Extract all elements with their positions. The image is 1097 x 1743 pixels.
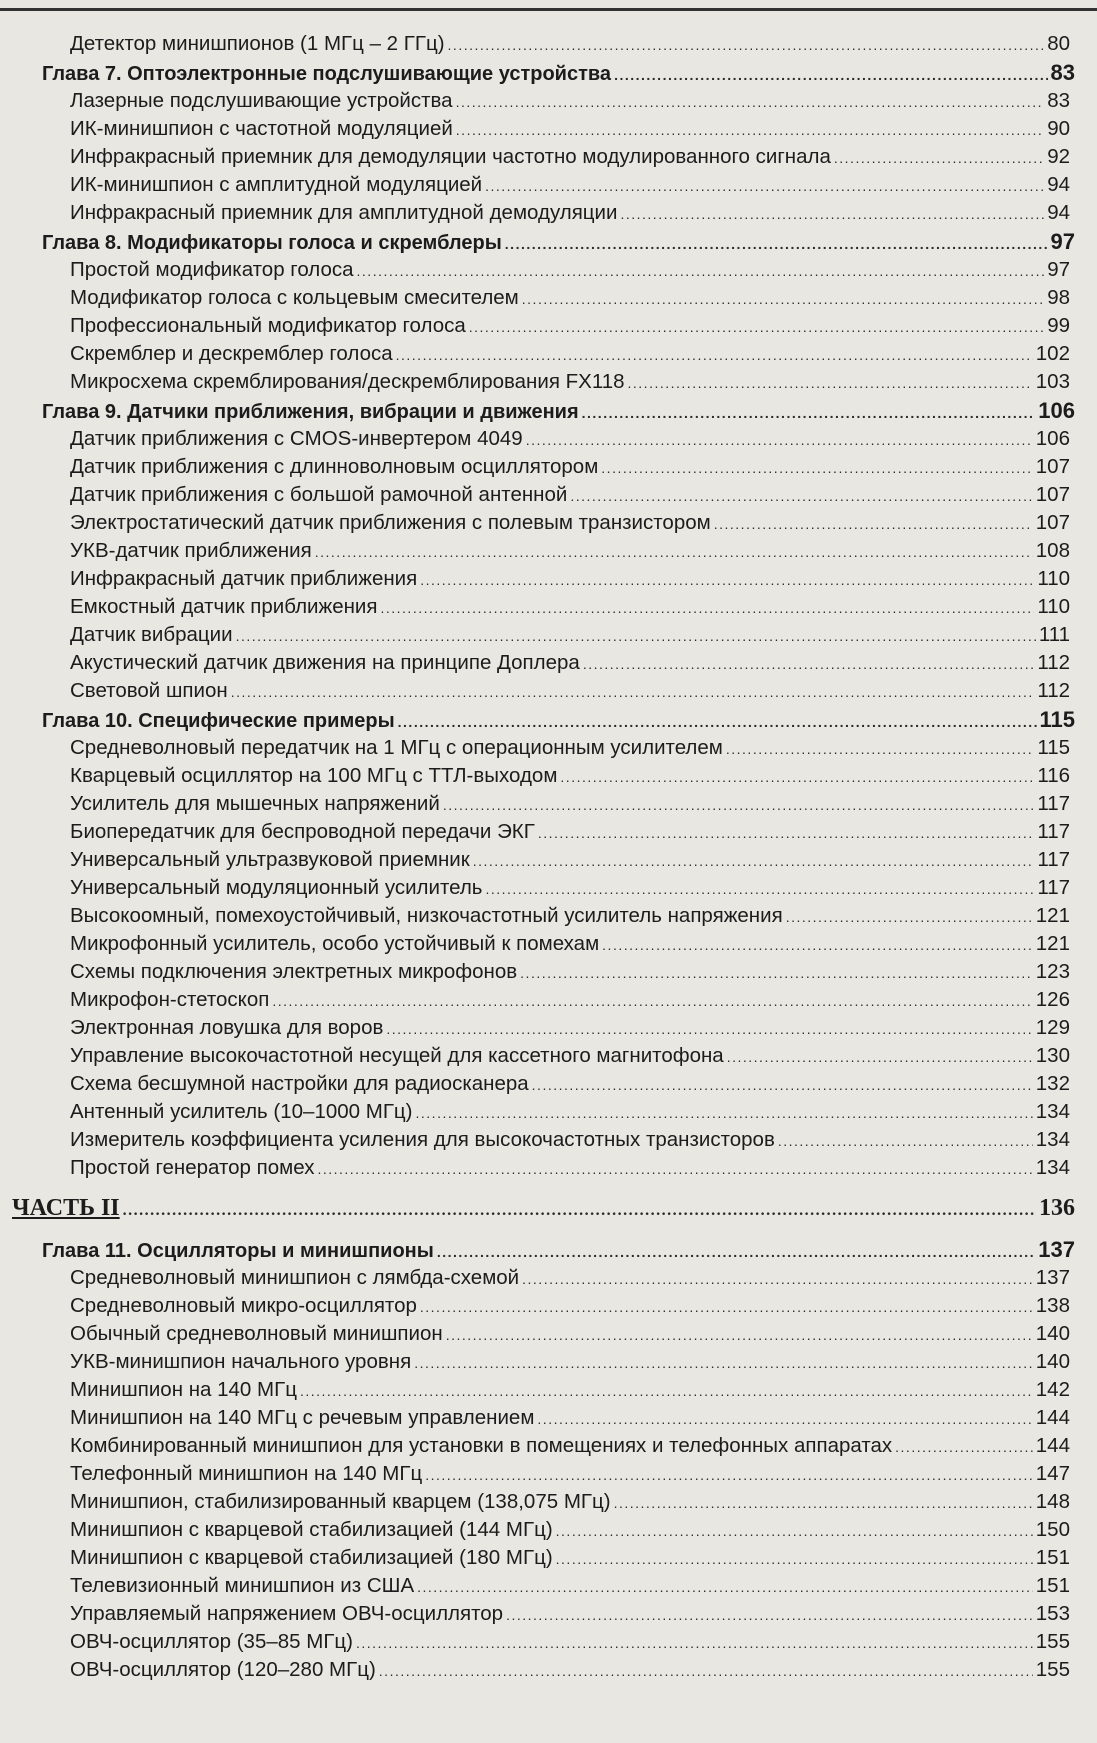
- toc-entry: [0, 1516, 1097, 1544]
- toc-page-number: 148: [1035, 1490, 1070, 1513]
- toc-entry-title: Профессиональный модификатор голоса: [70, 314, 466, 337]
- toc-chapter: [0, 227, 1097, 256]
- toc-page-number: 140: [1035, 1322, 1070, 1345]
- toc-entry-title: Модификатор голоса с кольцевым смесителем: [70, 286, 519, 309]
- toc-page-number: 134: [1035, 1128, 1070, 1151]
- toc-page-number: 117: [1037, 820, 1070, 843]
- toc-entry: [0, 1126, 1097, 1154]
- toc-page-number: 90: [1047, 117, 1070, 140]
- toc-page-number: 106: [1038, 398, 1075, 423]
- toc-part: [0, 1191, 1097, 1225]
- toc-entry: [0, 1628, 1097, 1656]
- toc-page-number: 137: [1035, 1266, 1070, 1289]
- dot-leader: [714, 510, 1033, 538]
- toc-entry: [0, 1320, 1097, 1348]
- toc-entry: [0, 846, 1097, 874]
- toc-entry: [0, 340, 1097, 368]
- toc-entry: [0, 171, 1097, 199]
- toc-page-number: 111: [1038, 623, 1070, 646]
- toc-entry-title: ОВЧ-осциллятор (35–85 МГц): [70, 1630, 353, 1653]
- toc-entry-title: УКВ-минишпион начального уровня: [70, 1350, 412, 1373]
- toc-page-number: 107: [1035, 455, 1070, 478]
- toc-page-number: 138: [1035, 1294, 1070, 1317]
- toc-entry-title: Кварцевый осциллятор на 100 МГц с ТТЛ-выходом: [70, 764, 558, 787]
- toc-entry-title: Световой шпион: [70, 679, 228, 702]
- dot-leader: [300, 1377, 1033, 1405]
- dot-leader: [425, 1461, 1033, 1489]
- toc-page-number: 94: [1047, 201, 1070, 224]
- dot-leader: [614, 1489, 1033, 1517]
- toc-page-number: 117: [1037, 848, 1070, 871]
- dot-leader: [583, 650, 1034, 678]
- dot-leader: [396, 341, 1033, 369]
- toc-page-number: 123: [1035, 960, 1070, 983]
- toc-entry: [0, 1098, 1097, 1126]
- toc-entry-title: ОВЧ-осциллятор (120–280 МГц): [70, 1658, 376, 1681]
- toc-entry: [0, 30, 1097, 58]
- dot-leader: [614, 61, 1047, 90]
- dot-leader: [602, 931, 1033, 959]
- dot-leader: [727, 1043, 1033, 1071]
- dot-leader: [386, 1015, 1032, 1043]
- toc-entry: [0, 256, 1097, 284]
- toc-entry-title: Высокоомный, помехоустойчивый, низкочастотный усилитель напряжения: [70, 904, 783, 927]
- toc-page-number: 117: [1037, 876, 1070, 899]
- toc-entry: [0, 199, 1097, 227]
- toc-page-number: 108: [1035, 539, 1070, 562]
- toc-page-number: 102: [1035, 342, 1070, 365]
- toc-chapter-title: Глава 8. Модификаторы голоса и скремблеры: [42, 232, 502, 254]
- toc-entry: [0, 1432, 1097, 1460]
- dot-leader: [379, 1657, 1033, 1685]
- toc-entry: [0, 312, 1097, 340]
- toc-page-number: 155: [1035, 1630, 1070, 1653]
- toc-page-number: 116: [1037, 764, 1070, 787]
- toc-entry-title: Скремблер и дескремблер голоса: [70, 342, 393, 365]
- toc-chapter-title: Глава 11. Осцилляторы и минишпионы: [42, 1240, 434, 1262]
- toc-entry-title: Комбинированный минишпион для установки в помещениях и телефонных аппаратах: [70, 1434, 893, 1457]
- toc-entry: [0, 762, 1097, 790]
- dot-leader: [778, 1127, 1033, 1155]
- dot-leader: [414, 1349, 1033, 1377]
- toc-entry-title: Универсальный модуляционный усилитель: [70, 876, 483, 899]
- toc-entry-title: Средневолновый передатчик на 1 МГц с операционным усилителем: [70, 736, 723, 759]
- table-of-contents: [0, 30, 1097, 1684]
- toc-entry: [0, 1488, 1097, 1516]
- dot-leader: [582, 399, 1036, 428]
- toc-page-number: 103: [1035, 370, 1070, 393]
- toc-page-number: 99: [1047, 314, 1070, 337]
- toc-page-number: 134: [1035, 1100, 1070, 1123]
- toc-chapter-title: Глава 10. Специфические примеры: [42, 710, 395, 732]
- toc-entry-title: Простой генератор помех: [70, 1156, 315, 1179]
- toc-entry: [0, 874, 1097, 902]
- toc-page-number: 110: [1037, 595, 1070, 618]
- toc-entry-title: Управление высокочастотной несущей для кассетного магнитофона: [70, 1044, 724, 1067]
- toc-page-number: 151: [1035, 1574, 1070, 1597]
- dot-leader: [315, 538, 1033, 566]
- toc-entry-title: Обычный средневолновый минишпион: [70, 1322, 443, 1345]
- toc-entry-title: Инфракрасный датчик приближения: [70, 567, 418, 590]
- toc-page-number: 121: [1035, 904, 1070, 927]
- dot-leader: [380, 594, 1034, 622]
- toc-page-number: 121: [1035, 932, 1070, 955]
- toc-entry: [0, 537, 1097, 565]
- toc-entry-title: Схемы подключения электретных микрофонов: [70, 960, 518, 983]
- toc-entry: [0, 621, 1097, 649]
- toc-entry-title: Антенный усилитель (10–1000 МГц): [70, 1100, 413, 1123]
- dot-leader: [398, 708, 1037, 737]
- toc-page-number: 97: [1047, 258, 1070, 281]
- toc-page-number: 94: [1047, 173, 1070, 196]
- dot-leader: [417, 1573, 1033, 1601]
- toc-page-number: 132: [1035, 1072, 1070, 1095]
- dot-leader: [522, 1265, 1033, 1293]
- toc-entry: [0, 818, 1097, 846]
- toc-entry: [0, 1348, 1097, 1376]
- toc-page-number: 129: [1035, 1016, 1070, 1039]
- dot-leader: [506, 1601, 1033, 1629]
- toc-page-number: 144: [1035, 1406, 1070, 1429]
- toc-entry: [0, 958, 1097, 986]
- toc-entry: [0, 1264, 1097, 1292]
- dot-leader: [556, 1545, 1033, 1573]
- dot-leader: [437, 1238, 1035, 1267]
- toc-entry-title: Телевизионный минишпион из США: [70, 1574, 415, 1597]
- toc-entry: [0, 593, 1097, 621]
- toc-page-number: 142: [1035, 1378, 1070, 1401]
- toc-entry: [0, 1544, 1097, 1572]
- toc-entry-title: Средневолновый микро-осциллятор: [70, 1294, 417, 1317]
- toc-page-number: 150: [1035, 1518, 1070, 1541]
- toc-entry-title: Детектор минишпионов (1 МГц – 2 ГГц): [70, 32, 445, 55]
- dot-leader: [456, 88, 1045, 116]
- toc-page-number: 117: [1037, 792, 1070, 815]
- toc-entry: [0, 425, 1097, 453]
- toc-entry-title: Управляемый напряжением ОВЧ-осциллятор: [70, 1602, 504, 1625]
- toc-entry-title: Микросхема скремблирования/дескремблирования FX118: [70, 370, 625, 393]
- toc-page-number: 115: [1037, 736, 1070, 759]
- toc-page-number: 92: [1047, 145, 1070, 168]
- toc-entry-title: Минишпион с кварцевой стабилизацией (180 МГц): [70, 1546, 553, 1569]
- toc-entry: [0, 481, 1097, 509]
- toc-entry: [0, 368, 1097, 396]
- toc-chapter: [0, 1235, 1097, 1264]
- dot-leader: [834, 144, 1044, 172]
- dot-leader: [420, 1293, 1033, 1321]
- toc-entry: [0, 677, 1097, 705]
- toc-entry-title: Инфракрасный приемник для демодуляции частотно модулированного сигнала: [70, 145, 831, 168]
- toc-entry-title: Простой модификатор голоса: [70, 258, 354, 281]
- toc-page-number: 136: [1039, 1195, 1075, 1221]
- dot-leader: [628, 369, 1033, 397]
- toc-page-number: 98: [1047, 286, 1070, 309]
- toc-entry-title: Минишпион на 140 МГц с речевым управлением: [70, 1406, 535, 1429]
- toc-entry: [0, 1292, 1097, 1320]
- toc-entry-title: Схема бесшумной настройки для радиосканера: [70, 1072, 529, 1095]
- toc-entry: [0, 143, 1097, 171]
- toc-entry: [0, 1154, 1097, 1182]
- toc-entry: [0, 1070, 1097, 1098]
- toc-entry: [0, 1656, 1097, 1684]
- dot-leader: [520, 959, 1033, 987]
- toc-page-number: 97: [1050, 229, 1075, 254]
- dot-leader: [726, 735, 1034, 763]
- dot-leader: [537, 1405, 1032, 1433]
- dot-leader: [526, 426, 1033, 454]
- toc-entry-title: Минишпион на 140 МГц: [70, 1378, 297, 1401]
- dot-leader: [236, 622, 1036, 650]
- dot-leader: [570, 482, 1032, 510]
- dot-leader: [317, 1155, 1032, 1183]
- toc-entry-title: Телефонный минишпион на 140 МГц: [70, 1462, 423, 1485]
- toc-entry: [0, 509, 1097, 537]
- toc-entry: [0, 115, 1097, 143]
- toc-entry: [0, 1376, 1097, 1404]
- toc-entry-title: Усилитель для мышечных напряжений: [70, 792, 440, 815]
- dot-leader: [443, 791, 1035, 819]
- dot-leader: [416, 1099, 1033, 1127]
- toc-entry: [0, 902, 1097, 930]
- toc-page-number: 153: [1035, 1602, 1070, 1625]
- dot-leader: [620, 200, 1044, 228]
- toc-chapter: [0, 396, 1097, 425]
- toc-entry: [0, 790, 1097, 818]
- top-rule: [0, 8, 1097, 11]
- dot-leader: [473, 847, 1035, 875]
- toc-entry-title: Электронная ловушка для воров: [70, 1016, 384, 1039]
- toc-page-number: 140: [1035, 1350, 1070, 1373]
- toc-chapter-title: Глава 9. Датчики приближения, вибрации и движения: [42, 401, 579, 423]
- toc-page-number: 137: [1038, 1237, 1075, 1262]
- toc-page-number: 112: [1037, 651, 1070, 674]
- dot-leader: [532, 1071, 1033, 1099]
- toc-page-number: 112: [1037, 679, 1070, 702]
- dot-leader: [356, 1629, 1033, 1657]
- dot-leader: [895, 1433, 1033, 1461]
- toc-page-number: 147: [1035, 1462, 1070, 1485]
- toc-entry: [0, 1460, 1097, 1488]
- dot-leader: [357, 257, 1045, 285]
- toc-entry-title: ИК-минишпион с амплитудной модуляцией: [70, 173, 483, 196]
- toc-entry: [0, 87, 1097, 115]
- toc-page-number: 130: [1035, 1044, 1070, 1067]
- toc-entry: [0, 1014, 1097, 1042]
- toc-page-number: 107: [1035, 511, 1070, 534]
- toc-entry: [0, 649, 1097, 677]
- toc-entry-title: Акустический датчик движения на принципе Доплера: [70, 651, 580, 674]
- toc-entry: [0, 1042, 1097, 1070]
- toc-entry-title: Минишпион с кварцевой стабилизацией (144 МГц): [70, 1518, 553, 1541]
- dot-leader: [556, 1517, 1033, 1545]
- toc-page-number: 80: [1047, 32, 1070, 55]
- toc-entry-title: Инфракрасный приемник для амплитудной демодуляции: [70, 201, 618, 224]
- dot-leader: [448, 31, 1045, 59]
- toc-entry-title: УКВ-датчик приближения: [70, 539, 312, 562]
- toc-entry: [0, 284, 1097, 312]
- toc-entry-title: Датчик приближения с большой рамочной антенной: [70, 483, 568, 506]
- toc-page-number: 155: [1035, 1658, 1070, 1681]
- dot-leader: [123, 1194, 1036, 1228]
- dot-leader: [786, 903, 1033, 931]
- toc-chapter: [0, 705, 1097, 734]
- dot-leader: [446, 1321, 1033, 1349]
- toc-entry-title: Электростатический датчик приближения с полевым транзистором: [70, 511, 711, 534]
- toc-entry: [0, 565, 1097, 593]
- toc-page-number: 107: [1035, 483, 1070, 506]
- toc-entry-title: Универсальный ультразвуковой приемник: [70, 848, 470, 871]
- dot-leader: [231, 678, 1035, 706]
- toc-page-number: 115: [1039, 707, 1075, 732]
- toc-page-number: 126: [1035, 988, 1070, 1011]
- toc-entry: [0, 986, 1097, 1014]
- toc-chapter: [0, 58, 1097, 87]
- toc-part-title: ЧАСТЬ II: [12, 1195, 120, 1221]
- toc-entry: [0, 734, 1097, 762]
- toc-entry-title: Емкостный датчик приближения: [70, 595, 378, 618]
- dot-leader: [456, 116, 1044, 144]
- dot-leader: [505, 230, 1048, 259]
- toc-entry: [0, 1600, 1097, 1628]
- dot-leader: [272, 987, 1032, 1015]
- toc-entry: [0, 453, 1097, 481]
- toc-entry-title: Микрофон-стетоскоп: [70, 988, 270, 1011]
- toc-chapter-title: Глава 7. Оптоэлектронные подслушивающие устройства: [42, 63, 612, 85]
- toc-page-number: 83: [1047, 89, 1070, 112]
- toc-page-number: 83: [1050, 60, 1075, 85]
- toc-page-number: 134: [1035, 1156, 1070, 1179]
- toc-entry-title: Датчик вибрации: [70, 623, 233, 646]
- dot-leader: [485, 172, 1044, 200]
- toc-entry: [0, 1404, 1097, 1432]
- toc-entry: [0, 930, 1097, 958]
- dot-leader: [485, 875, 1034, 903]
- toc-page-number: 144: [1035, 1434, 1070, 1457]
- toc-entry-title: Датчик приближения с длинноволновым осциллятором: [70, 455, 599, 478]
- dot-leader: [522, 285, 1044, 313]
- dot-leader: [601, 454, 1032, 482]
- toc-entry-title: Биопередатчик для беспроводной передачи ЭКГ: [70, 820, 535, 843]
- dot-leader: [469, 313, 1044, 341]
- toc-page-number: 151: [1035, 1546, 1070, 1569]
- toc-entry-title: ИК-минишпион с частотной модуляцией: [70, 117, 453, 140]
- dot-leader: [538, 819, 1034, 847]
- toc-entry-title: Измеритель коэффициента усиления для высокочастотных транзисторов: [70, 1128, 775, 1151]
- dot-leader: [420, 566, 1034, 594]
- toc-entry-title: Лазерные подслушивающие устройства: [70, 89, 453, 112]
- toc-entry: [0, 1572, 1097, 1600]
- toc-page-number: 106: [1035, 427, 1070, 450]
- toc-entry-title: Датчик приближения с CMOS-инвертером 4049: [70, 427, 523, 450]
- toc-entry-title: Минишпион, стабилизированный кварцем (138,075 МГц): [70, 1490, 611, 1513]
- toc-page-number: 110: [1037, 567, 1070, 590]
- dot-leader: [560, 763, 1034, 791]
- toc-entry-title: Средневолновый минишпион с лямбда-схемой: [70, 1266, 520, 1289]
- toc-entry-title: Микрофонный усилитель, особо устойчивый к помехам: [70, 932, 600, 955]
